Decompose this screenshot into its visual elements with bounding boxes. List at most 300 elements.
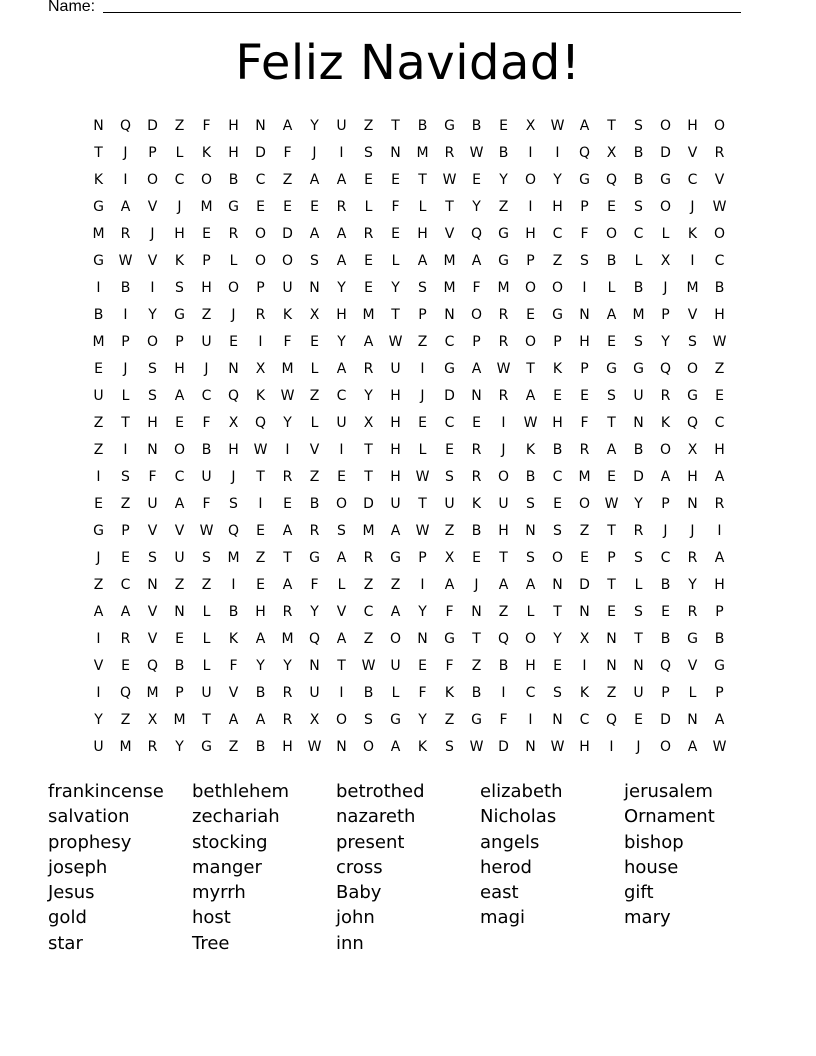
grid-letter: B (552, 441, 563, 458)
grid-letter: J (690, 522, 695, 539)
grid-letter: N (687, 711, 698, 728)
grid-letter: H (714, 441, 725, 458)
grid-letter: U (282, 279, 293, 296)
grid-letter: U (93, 387, 104, 404)
grid-letter: S (634, 117, 643, 134)
grid-letter: N (552, 711, 563, 728)
grid-letter: T (364, 468, 373, 485)
grid-letter: L (526, 603, 535, 620)
grid-letter: E (607, 198, 616, 215)
grid-letter: K (660, 414, 671, 431)
word-list (48, 779, 768, 956)
grid-letter: Q (227, 387, 240, 404)
grid-letter: A (714, 468, 725, 485)
grid-letter: P (661, 495, 670, 512)
grid-letter: Z (552, 252, 563, 269)
grid-letter: J (474, 576, 479, 593)
grid-letter: P (607, 549, 616, 566)
grid-letter: L (202, 657, 211, 674)
grid-letter: Z (93, 441, 104, 458)
grid-letter: X (687, 441, 698, 458)
grid-letter: L (337, 576, 346, 593)
grid-letter: H (228, 144, 239, 161)
grid-letter: P (121, 522, 130, 539)
grid-letter: B (93, 306, 104, 323)
grid-letter: L (391, 684, 400, 701)
grid-letter: E (607, 468, 616, 485)
grid-letter: P (715, 603, 724, 620)
grid-letter: Z (201, 576, 212, 593)
word-list-item: Ornament (624, 806, 715, 828)
grid-letter: B (498, 144, 509, 161)
grid-letter: A (336, 252, 347, 269)
grid-letter: N (633, 657, 644, 674)
grid-letter: Z (174, 576, 185, 593)
grid-letter: J (501, 441, 506, 458)
grid-letter: C (174, 171, 185, 188)
grid-letter: B (201, 441, 212, 458)
grid-letter: D (660, 144, 671, 161)
word-list-item: Tree (192, 932, 230, 954)
grid-letter: N (336, 738, 347, 755)
grid-letter: O (713, 117, 726, 134)
grid-letter: E (715, 387, 724, 404)
word-list-item: Jesus (48, 882, 95, 904)
grid-letter: Q (470, 225, 483, 242)
grid-letter: E (283, 198, 292, 215)
grid-letter: O (389, 630, 402, 647)
grid-letter: Y (472, 198, 481, 215)
word-list-item: gift (624, 882, 654, 904)
grid-letter: X (309, 306, 320, 323)
grid-letter: T (499, 549, 508, 566)
grid-letter: R (471, 468, 482, 485)
grid-letter: E (310, 198, 319, 215)
word-list-item: myrrh (192, 882, 246, 904)
grid-letter: A (606, 441, 617, 458)
grid-letter: I (528, 198, 533, 215)
grid-letter: R (282, 684, 293, 701)
grid-letter: J (663, 279, 668, 296)
grid-letter: E (418, 414, 427, 431)
grid-letter: R (282, 603, 293, 620)
grid-letter: W (361, 657, 376, 674)
grid-letter: E (364, 252, 373, 269)
grid-letter: G (444, 630, 455, 647)
grid-letter: E (580, 387, 589, 404)
grid-letter: R (498, 306, 509, 323)
grid-letter: N (444, 306, 455, 323)
grid-letter: P (175, 333, 184, 350)
grid-letter: H (714, 306, 725, 323)
grid-letter: S (688, 333, 697, 350)
grid-letter: Q (227, 522, 240, 539)
grid-letter: W (550, 738, 565, 755)
grid-letter: G (228, 198, 239, 215)
grid-letter: Y (310, 603, 319, 620)
grid-letter: H (687, 117, 698, 134)
grid-letter: R (633, 522, 644, 539)
grid-letter: K (579, 684, 590, 701)
grid-letter: V (336, 603, 347, 620)
grid-letter: W (523, 414, 538, 431)
grid-letter: S (445, 738, 454, 755)
grid-letter: Y (634, 495, 643, 512)
grid-letter: P (418, 306, 427, 323)
grid-letter: S (148, 387, 157, 404)
grid-letter: H (282, 738, 293, 755)
grid-letter: C (552, 225, 563, 242)
grid-letter: U (147, 495, 158, 512)
grid-letter: V (309, 441, 320, 458)
grid-letter: T (607, 576, 616, 593)
grid-letter: G (606, 360, 617, 377)
grid-letter: T (337, 657, 346, 674)
grid-letter: A (174, 387, 185, 404)
grid-letter: N (228, 360, 239, 377)
grid-letter: Z (498, 603, 509, 620)
grid-letter: U (336, 414, 347, 431)
grid-letter: B (471, 522, 482, 539)
grid-letter: Z (363, 630, 374, 647)
grid-letter: Q (308, 630, 321, 647)
grid-letter: G (444, 117, 455, 134)
grid-letter: O (362, 738, 375, 755)
grid-letter: S (229, 495, 238, 512)
grid-letter: E (418, 657, 427, 674)
grid-letter: S (418, 279, 427, 296)
grid-letter: B (228, 603, 239, 620)
grid-letter: O (146, 171, 159, 188)
grid-letter: V (174, 522, 185, 539)
grid-letter: H (228, 117, 239, 134)
grid-letter: O (713, 225, 726, 242)
grid-letter: M (443, 279, 456, 296)
grid-letter: W (550, 117, 565, 134)
grid-letter: T (553, 603, 562, 620)
grid-letter: C (687, 171, 698, 188)
grid-letter: W (469, 738, 484, 755)
grid-letter: N (606, 657, 617, 674)
word-list-item: inn (336, 932, 364, 954)
grid-letter: F (580, 225, 589, 242)
grid-letter: N (633, 414, 644, 431)
grid-letter: H (417, 225, 428, 242)
grid-letter: J (420, 387, 425, 404)
grid-letter: G (660, 171, 671, 188)
grid-letter: K (444, 684, 455, 701)
word-list-item: house (624, 856, 679, 878)
grid-letter: C (660, 549, 671, 566)
grid-letter: U (390, 495, 401, 512)
grid-letter: Y (337, 279, 346, 296)
grid-letter: O (551, 549, 564, 566)
grid-letter: P (580, 198, 589, 215)
grid-letter: M (92, 333, 105, 350)
grid-letter: H (228, 441, 239, 458)
grid-letter: A (336, 360, 347, 377)
grid-letter: M (362, 522, 375, 539)
grid-letter: Q (605, 711, 618, 728)
grid-letter: F (499, 711, 508, 728)
word-list-item: Baby (336, 882, 382, 904)
grid-letter: E (472, 171, 481, 188)
word-list-item: cross (336, 856, 383, 878)
grid-letter: M (281, 360, 294, 377)
grid-letter: C (552, 468, 563, 485)
grid-letter: Y (418, 711, 427, 728)
grid-letter: Q (146, 657, 159, 674)
grid-letter: B (606, 252, 617, 269)
grid-letter: D (147, 117, 158, 134)
grid-letter: J (663, 522, 668, 539)
grid-letter: P (661, 306, 670, 323)
grid-letter: Y (661, 333, 670, 350)
grid-letter: U (174, 549, 185, 566)
grid-letter: Z (606, 684, 617, 701)
word-list-item: herod (480, 856, 532, 878)
grid-letter: H (525, 225, 536, 242)
grid-letter: O (524, 333, 537, 350)
grid-letter: N (471, 387, 482, 404)
grid-letter: X (579, 630, 590, 647)
grid-letter: D (282, 225, 293, 242)
grid-letter: E (526, 306, 535, 323)
grid-letter: A (255, 711, 266, 728)
word-list-item: jerusalem (624, 781, 713, 802)
grid-letter: R (687, 549, 698, 566)
grid-letter: E (175, 414, 184, 431)
grid-letter: S (580, 252, 589, 269)
grid-letter: Z (120, 495, 131, 512)
grid-letter: I (339, 144, 344, 161)
grid-letter: I (96, 279, 101, 296)
grid-letter: A (336, 549, 347, 566)
grid-letter: Z (93, 576, 104, 593)
grid-letter: A (390, 738, 401, 755)
grid-letter: E (202, 225, 211, 242)
grid-letter: E (175, 630, 184, 647)
grid-letter: Z (444, 522, 455, 539)
grid-letter: Y (553, 171, 562, 188)
grid-letter: N (147, 576, 158, 593)
grid-letter: R (471, 441, 482, 458)
grid-letter: M (227, 549, 240, 566)
grid-letter: T (283, 549, 292, 566)
grid-letter: S (310, 252, 319, 269)
grid-letter: B (255, 684, 266, 701)
grid-letter: X (525, 117, 536, 134)
grid-letter: T (472, 630, 481, 647)
grid-letter: W (469, 144, 484, 161)
grid-letter: F (202, 495, 211, 512)
grid-letter: L (310, 360, 319, 377)
grid-letter: O (281, 252, 294, 269)
grid-letter: T (607, 117, 616, 134)
grid-letter: R (336, 198, 347, 215)
grid-letter: W (253, 441, 268, 458)
grid-letter: J (204, 360, 209, 377)
grid-letter: D (498, 738, 509, 755)
grid-letter: N (147, 441, 158, 458)
grid-letter: Z (309, 387, 320, 404)
grid-letter: J (636, 738, 641, 755)
grid-letter: H (390, 441, 401, 458)
grid-letter: I (96, 684, 101, 701)
name-blank-line (103, 12, 741, 13)
grid-letter: T (418, 495, 427, 512)
grid-letter: T (526, 360, 535, 377)
grid-letter: P (715, 684, 724, 701)
word-list-item: elizabeth (480, 781, 563, 802)
grid-letter: K (282, 306, 293, 323)
grid-letter: G (93, 252, 104, 269)
grid-letter: Y (310, 117, 319, 134)
grid-letter: N (471, 603, 482, 620)
grid-letter: H (174, 360, 185, 377)
grid-letter: L (229, 252, 238, 269)
grid-letter: A (336, 225, 347, 242)
grid-letter: A (714, 711, 725, 728)
grid-letter: I (123, 441, 128, 458)
grid-letter: R (255, 306, 266, 323)
grid-letter: M (497, 279, 510, 296)
grid-letter: N (579, 603, 590, 620)
word-list-item: john (336, 907, 375, 929)
grid-letter: I (609, 738, 614, 755)
grid-letter: B (633, 171, 644, 188)
grid-letter: B (714, 630, 725, 647)
grid-letter: B (633, 279, 644, 296)
grid-letter: B (633, 144, 644, 161)
grid-letter: T (418, 171, 427, 188)
grid-letter: R (282, 468, 293, 485)
grid-letter: U (390, 657, 401, 674)
word-list-item: betrothed (336, 781, 425, 802)
grid-letter: J (231, 468, 236, 485)
grid-letter: P (661, 684, 670, 701)
grid-letter: B (660, 576, 671, 593)
grid-letter: C (444, 333, 455, 350)
grid-letter: W (280, 387, 295, 404)
grid-letter: I (690, 252, 695, 269)
grid-letter: G (390, 549, 401, 566)
grid-letter: L (310, 414, 319, 431)
grid-letter: F (472, 279, 481, 296)
grid-letter: O (254, 225, 267, 242)
grid-letter: E (364, 171, 373, 188)
grid-letter: B (714, 279, 725, 296)
grid-letter: A (471, 360, 482, 377)
grid-letter: I (420, 360, 425, 377)
grid-letter: S (634, 549, 643, 566)
grid-letter: A (309, 225, 320, 242)
grid-letter: I (420, 576, 425, 593)
grid-letter: Q (497, 630, 510, 647)
grid-letter: S (526, 495, 535, 512)
grid-letter: W (442, 171, 457, 188)
grid-letter: F (229, 657, 238, 674)
grid-letter: Y (175, 738, 184, 755)
grid-letter: Y (499, 171, 508, 188)
word-list-item: bishop (624, 831, 684, 853)
grid-letter: Z (714, 360, 725, 377)
grid-letter: P (553, 333, 562, 350)
grid-letter: O (470, 306, 483, 323)
grid-letter: U (498, 495, 509, 512)
grid-letter: I (123, 171, 128, 188)
grid-letter: Q (119, 117, 132, 134)
grid-letter: C (120, 576, 131, 593)
grid-letter: E (229, 333, 238, 350)
word-list-item: manger (192, 856, 262, 878)
word-list-item: mary (624, 907, 671, 929)
grid-letter: L (688, 684, 697, 701)
grid-letter: I (96, 630, 101, 647)
grid-letter: E (499, 117, 508, 134)
grid-letter: R (498, 387, 509, 404)
grid-letter: Y (418, 603, 427, 620)
grid-letter: Z (201, 306, 212, 323)
grid-letter: Z (282, 171, 293, 188)
word-list-item: nazareth (336, 806, 416, 828)
grid-letter: B (363, 684, 374, 701)
grid-letter: W (415, 522, 430, 539)
grid-letter: H (390, 387, 401, 404)
grid-letter: N (525, 738, 536, 755)
grid-letter: X (255, 360, 266, 377)
grid-letter: R (660, 387, 671, 404)
grid-letter: P (526, 252, 535, 269)
grid-letter: E (553, 387, 562, 404)
grid-letter: T (391, 306, 400, 323)
word-list-item: star (48, 932, 83, 954)
grid-letter: Z (255, 549, 266, 566)
grid-letter: F (202, 117, 211, 134)
grid-letter: L (661, 225, 670, 242)
grid-letter: M (416, 144, 429, 161)
grid-letter: Y (94, 711, 103, 728)
grid-letter: Y (148, 306, 157, 323)
grid-letter: I (258, 333, 263, 350)
grid-letter: T (256, 468, 265, 485)
grid-letter: H (336, 306, 347, 323)
grid-letter: O (497, 468, 510, 485)
grid-letter: W (388, 333, 403, 350)
grid-letter: N (552, 576, 563, 593)
grid-letter: X (363, 414, 374, 431)
grid-letter: T (607, 414, 616, 431)
grid-letter: X (606, 144, 617, 161)
grid-letter: P (418, 549, 427, 566)
grid-letter: R (282, 711, 293, 728)
grid-letter: W (712, 333, 727, 350)
word-list-item: host (192, 907, 231, 929)
grid-letter: A (525, 576, 536, 593)
grid-letter: Q (605, 171, 618, 188)
grid-letter: O (551, 279, 564, 296)
grid-letter: U (444, 495, 455, 512)
grid-letter: S (364, 711, 373, 728)
grid-letter: M (146, 684, 159, 701)
grid-letter: I (150, 279, 155, 296)
grid-letter: N (579, 306, 590, 323)
grid-letter: Q (254, 414, 267, 431)
grid-letter: A (714, 549, 725, 566)
grid-letter: R (120, 225, 131, 242)
grid-letter: K (687, 225, 698, 242)
grid-letter: H (390, 414, 401, 431)
